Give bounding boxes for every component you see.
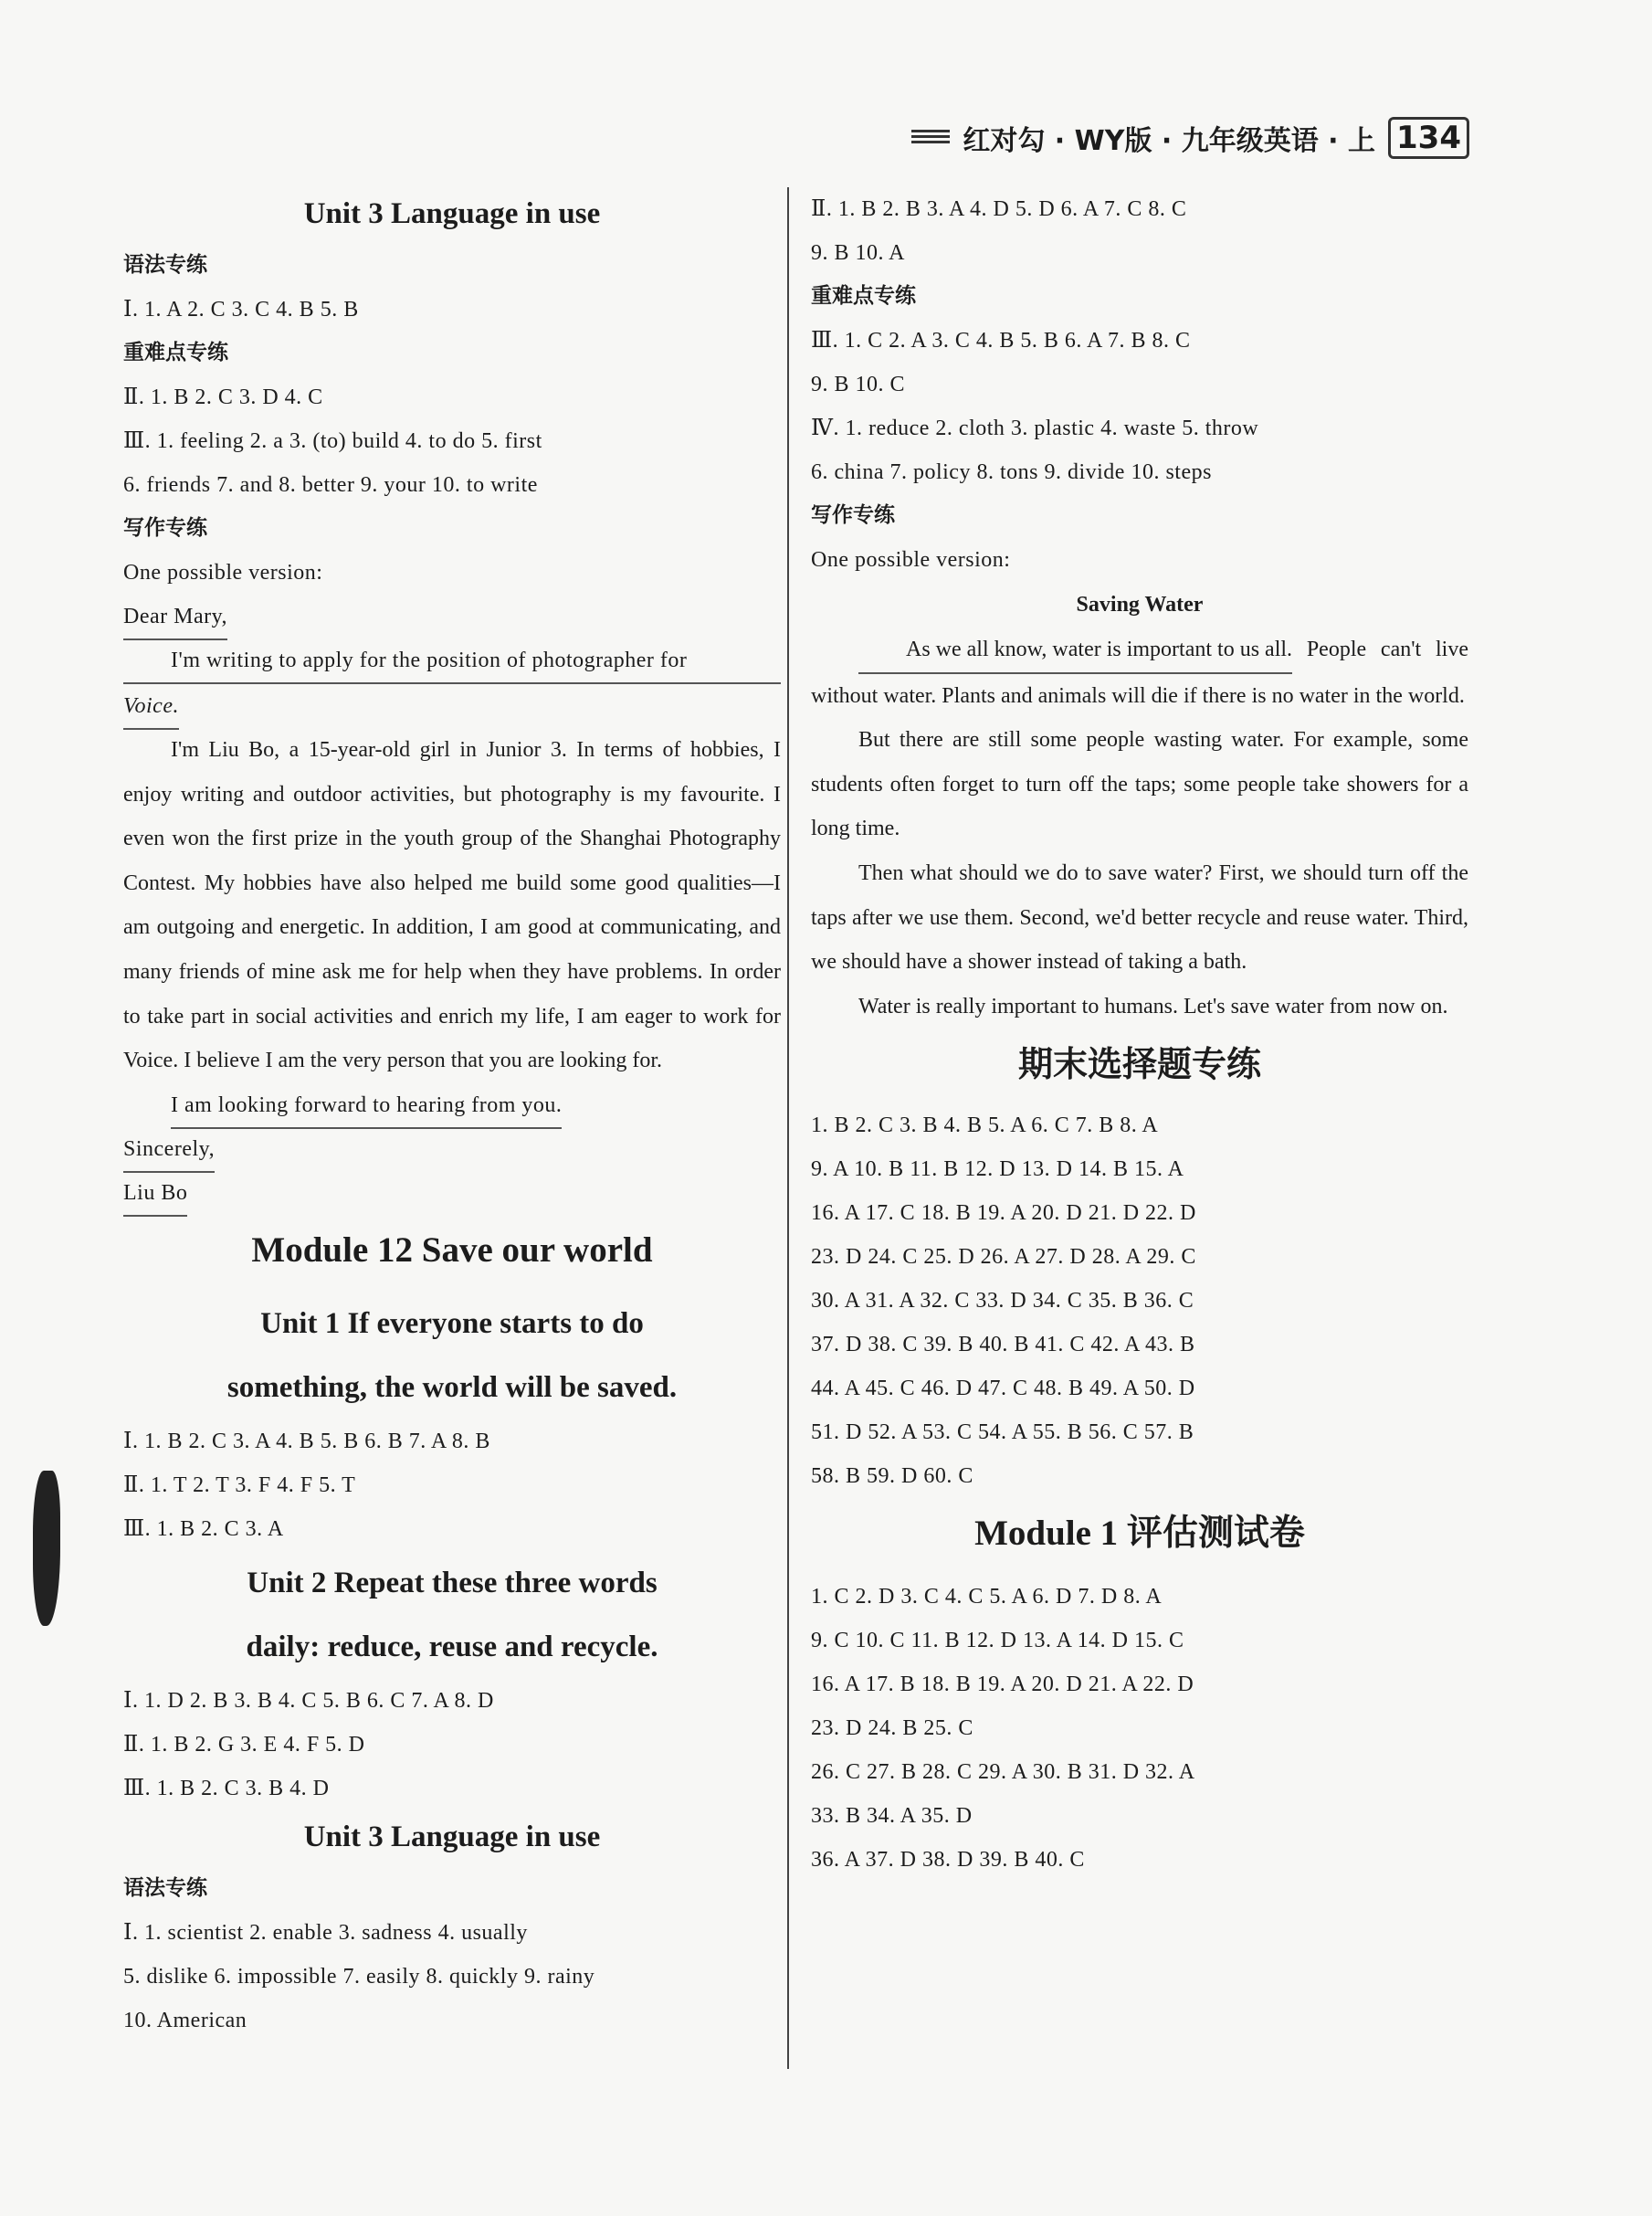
page-number: 134 <box>1388 117 1469 159</box>
answer-line: 51. D 52. A 53. C 54. A 55. B 56. C 57. B <box>811 1420 1194 1445</box>
section-label: 写作专练 <box>811 503 895 527</box>
answer-line: 16. A 17. B 18. B 19. A 20. D 21. A 22. D <box>811 1673 1194 1697</box>
answer-line: 1. C 2. D 3. C 4. C 5. A 6. D 7. D 8. A <box>811 1585 1163 1609</box>
essay-paragraph-4: Water is really important to humans. Let's save water from now on. <box>858 994 1448 1018</box>
answer-line: Ⅲ. 1. feeling 2. a 3. (to) build 4. to do 5. first <box>123 429 542 453</box>
answer-line: 6. china 7. policy 8. tons 9. divide 10. steps <box>811 460 1212 484</box>
letter-body: I'm Liu Bo, a 15-year-old girl in Junior 3. In terms of hobbies, I enjoy writing and outdoor activities, but photography is my favourite. I even won the first prize in the youth group of the Shanghai Photography Contest. My hobbies have also helped me build some good qualities—I am outgoing and energetic. In addition, I am good at communicating, and many friends of mine ask me for help when they have problems. In order to take part in social activities and enrich my life, I am eager to work for Voice. I believe I am the very person that you are looking for. <box>123 738 781 1073</box>
letter-signature: Liu Bo <box>123 1171 781 1215</box>
section-label: 语法专练 <box>123 253 207 277</box>
module-test-heading: Module 1 评估测试卷 <box>974 1514 1305 1554</box>
answer-line: Ⅳ. 1. reduce 2. cloth 3. plastic 4. waste 5. throw <box>811 417 1259 440</box>
unit-heading: Unit 1 If everyone starts to do <box>260 1306 644 1340</box>
answer-line: Ⅱ. 1. B 2. B 3. A 4. D 5. D 6. A 7. C 8. C <box>811 197 1187 221</box>
book-title: 红对勾 · WY版 · 九年级英语 · 上 <box>963 125 1376 157</box>
unit-heading: Unit 3 Language in use <box>303 1820 601 1853</box>
answer-line: 9. B 10. C <box>811 373 906 396</box>
answer-line: 9. B 10. A <box>811 241 906 265</box>
unit-heading: Unit 2 Repeat these three words <box>247 1566 658 1599</box>
answer-line: 23. D 24. B 25. C <box>811 1716 973 1741</box>
answer-line: Ⅱ. 1. T 2. T 3. F 4. F 5. T <box>123 1472 356 1497</box>
letter-closing: Sincerely, <box>123 1127 781 1171</box>
letter-closing-sentence: I am looking forward to hearing from you. <box>123 1083 781 1127</box>
essay-paragraph-2: But there are still some people wasting water. For example, some students often forget to turn off the taps; some people take showers for a long time. <box>811 728 1468 841</box>
essay-paragraph-3: Then what should we do to save water? First, we should turn off the taps after we use them. Second, we'd better recycle and reuse water. Third, we should have a shower instead of taking a bath. <box>811 860 1468 975</box>
left-column <box>123 187 781 2042</box>
module-heading: Module 12 Save our world <box>251 1229 653 1270</box>
answer-line: 44. A 45. C 46. D 47. C 48. B 49. A 50. D <box>811 1377 1195 1401</box>
answer-line: 6. friends 7. and 8. better 9. your 10. to write <box>123 473 538 497</box>
answer-line: Ⅲ. 1. C 2. A 3. C 4. B 5. B 6. A 7. B 8. C <box>811 329 1191 353</box>
answer-line: 10. American <box>123 2008 247 2032</box>
header-lines-icon <box>911 130 950 146</box>
section-label: 写作专练 <box>123 516 207 540</box>
section-label: 重难点专练 <box>123 341 228 364</box>
answer-line: Ⅱ. 1. B 2. C 3. D 4. C <box>123 385 323 409</box>
answer-line: Ⅲ. 1. B 2. C 3. B 4. D <box>123 1776 330 1800</box>
answer-line: Ⅰ. 1. A 2. C 3. C 4. B 5. B <box>123 298 359 322</box>
right-column <box>811 187 1468 1882</box>
page-header <box>911 117 1469 159</box>
answer-line: Ⅰ. 1. scientist 2. enable 3. sadness 4. usually <box>123 1920 528 1945</box>
answer-line: Ⅱ. 1. B 2. G 3. E 4. F 5. D <box>123 1732 365 1757</box>
answer-line: 9. A 10. B 11. B 12. D 13. D 14. B 15. A <box>811 1157 1184 1182</box>
answer-line: 58. B 59. D 60. C <box>811 1464 973 1489</box>
letter-salutation: Dear Mary, <box>123 595 781 638</box>
essay-title: Saving Water <box>1076 593 1204 617</box>
answer-line: 36. A 37. D 38. D 39. B 40. C <box>811 1848 1085 1873</box>
answer-line: 1. B 2. C 3. B 4. B 5. A 6. C 7. B 8. A <box>811 1113 1159 1138</box>
letter-opening: I'm writing to apply for the position of photographer for <box>123 638 781 684</box>
final-review-heading: 期末选择题专练 <box>1017 1044 1261 1085</box>
unit-heading: Unit 3 Language in use <box>303 197 601 230</box>
answer-line: Ⅰ. 1. B 2. C 3. A 4. B 5. B 6. B 7. A 8. B <box>123 1429 490 1453</box>
answer-line: 26. C 27. B 28. C 29. A 30. B 31. D 32. A <box>811 1760 1195 1785</box>
essay-paragraph-1: As we all know, water is important to us all. People can't live without water. Plants and animals will die if there is no water in the world. <box>811 628 1468 718</box>
scan-edge-mark <box>33 1471 60 1626</box>
answer-line: 33. B 34. A 35. D <box>811 1804 973 1829</box>
column-divider <box>787 187 789 2069</box>
letter-opening-end: Voice. <box>123 684 781 728</box>
answer-line: Ⅲ. 1. B 2. C 3. A <box>123 1516 284 1541</box>
answer-line: 30. A 31. A 32. C 33. D 34. C 35. B 36. C <box>811 1289 1194 1314</box>
answer-line: 5. dislike 6. impossible 7. easily 8. quickly 9. rainy <box>123 1964 595 1989</box>
answer-line: 23. D 24. C 25. D 26. A 27. D 28. A 29. C <box>811 1245 1196 1270</box>
unit-heading-cont: something, the world will be saved. <box>226 1370 678 1404</box>
answer-line: Ⅰ. 1. D 2. B 3. B 4. C 5. B 6. C 7. A 8. D <box>123 1688 494 1713</box>
version-label: One possible version: <box>123 561 323 585</box>
answer-line: 37. D 38. C 39. B 40. B 41. C 42. A 43. B <box>811 1333 1195 1357</box>
answer-line: 16. A 17. C 18. B 19. A 20. D 21. D 22. D <box>811 1201 1196 1226</box>
answer-line: 9. C 10. C 11. B 12. D 13. A 14. D 15. C <box>811 1629 1184 1653</box>
unit-heading-cont: daily: reduce, reuse and recycle. <box>246 1630 658 1663</box>
section-label: 语法专练 <box>123 1875 207 1900</box>
section-label: 重难点专练 <box>811 284 916 308</box>
version-label: One possible version: <box>811 548 1011 572</box>
